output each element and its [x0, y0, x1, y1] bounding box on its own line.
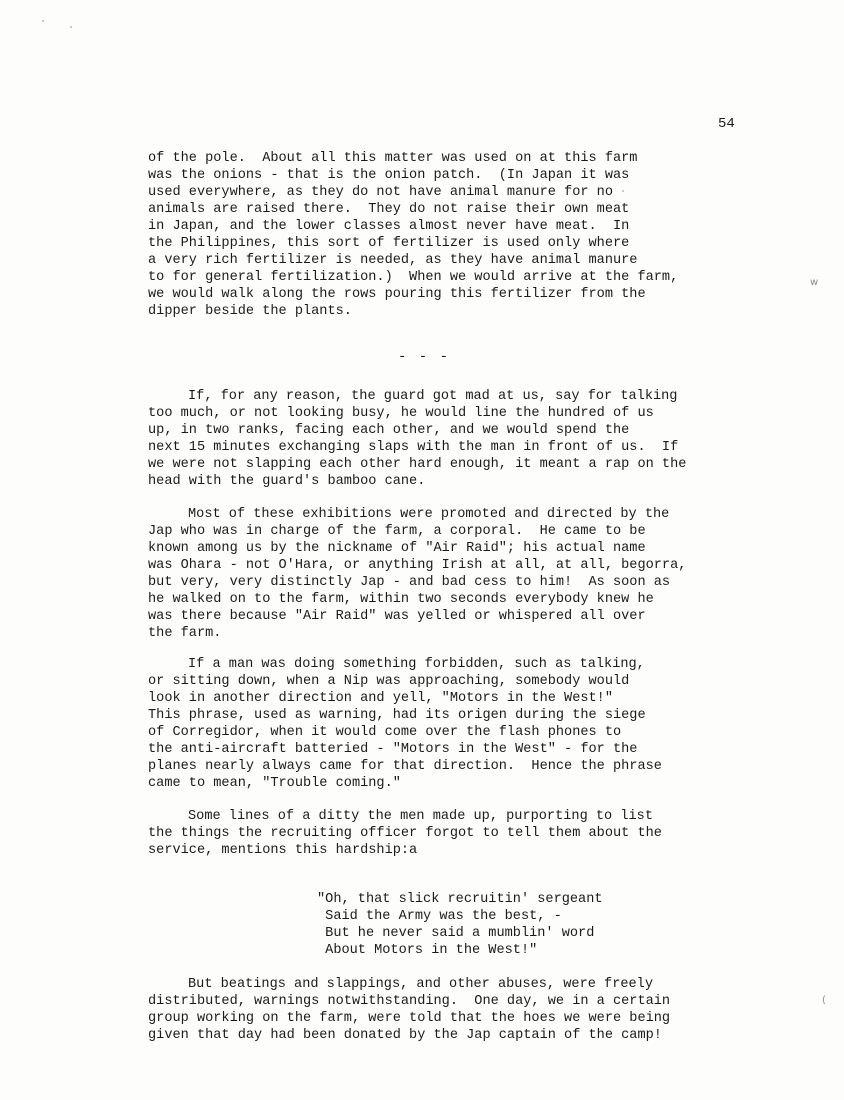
verse-line: But he never said a mumblin' word — [317, 926, 595, 941]
verse-block — [317, 891, 603, 959]
text-line: of the pole. About all this matter was used on at this farm — [148, 151, 638, 166]
text-line: But beatings and slappings, and other abuses, were freely — [188, 977, 653, 992]
text-line: Most of these exhibitions were promoted and directed by the — [188, 507, 670, 522]
text-line: was the onions - that is the onion patch. (In Japan it was — [148, 168, 630, 183]
text-line: given that day had been donated by the Jap captain of the camp! — [148, 1028, 662, 1043]
text-line: head with the guard's bamboo cane. — [148, 474, 426, 489]
verse-line: "Oh, that slick recruitin' sergeant — [317, 892, 603, 907]
text-line: we were not slapping each other hard enough, it meant a rap on the — [148, 457, 687, 472]
text-line: a very rich fertilizer is needed, as they have animal manure — [148, 253, 638, 268]
text-line: animals are raised there. They do not raise their own meat — [148, 202, 630, 217]
text-line: to for general fertilization.) When we would arrive at the farm, — [148, 270, 679, 285]
paragraph-2 — [148, 388, 838, 490]
text-line: was there because "Air Raid" was yelled or whispered all over — [148, 609, 646, 624]
scan-speck — [70, 26, 72, 28]
text-line: planes nearly always came for that direction. Hence the phrase — [148, 759, 662, 774]
text-line: used everywhere, as they do not have animal manure for no — [148, 185, 613, 200]
text-line: distributed, warnings notwithstanding. One day, we in a certain — [148, 994, 671, 1009]
text-line: of Corregidor, when it would come over the flash phones to — [148, 725, 622, 740]
text-line: the things the recruiting officer forgot to tell them about the — [148, 826, 662, 841]
paragraph-6 — [148, 976, 838, 1044]
paragraph-3 — [148, 506, 838, 642]
margin-mark-w: w — [810, 277, 819, 288]
text-line: the Philippines, this sort of fertilizer is used only where — [148, 236, 630, 251]
text-line: service, mentions this hardship:a — [148, 843, 418, 858]
text-line: too much, or not looking busy, he would line the hundred of us — [148, 406, 654, 421]
text-line: up, in two ranks, facing each other, and we would spend the — [148, 423, 630, 438]
text-line: group working on the farm, were told that the hoes we were being — [148, 1011, 671, 1026]
text-line: This phrase, used as warning, had its origen during the siege — [148, 708, 646, 723]
verse-line: About Motors in the West!" — [317, 943, 538, 958]
text-line: Jap who was in charge of the farm, a corporal. He came to be — [148, 524, 646, 539]
paragraph-4 — [148, 656, 838, 792]
text-line: If a man was doing something forbidden, such as talking, — [188, 657, 645, 672]
paragraph-1 — [148, 150, 838, 320]
paragraph-5 — [148, 808, 838, 859]
text-line: dipper beside the plants. — [148, 304, 352, 319]
scan-speck — [622, 190, 624, 192]
text-line: was Ohara - not O'Hara, or anything Irish at all, at all, begorra, — [148, 558, 687, 573]
page-number: 54 — [718, 116, 735, 132]
text-line: known among us by the nickname of "Air Raid"; his actual name — [148, 541, 646, 556]
text-line: but very, very distinctly Jap - and bad cess to him! As soon as — [148, 575, 671, 590]
text-line: Some lines of a ditty the men made up, purporting to list — [188, 809, 653, 824]
scan-speck — [42, 20, 44, 22]
text-line: next 15 minutes exchanging slaps with the man in front of us. If — [148, 440, 679, 455]
text-line: or sitting down, when a Nip was approaching, somebody would — [148, 674, 630, 689]
margin-mark-paren: ( — [822, 995, 826, 1006]
section-separator: - - - — [398, 349, 451, 365]
text-line: the farm. — [148, 626, 222, 641]
text-line: in Japan, and the lower classes almost never have meat. In — [148, 219, 630, 234]
text-line: he walked on to the farm, within two seconds everybody knew he — [148, 592, 654, 607]
text-line: If, for any reason, the guard got mad at us, say for talking — [188, 389, 678, 404]
text-line: came to mean, "Trouble coming." — [148, 776, 401, 791]
verse-line: Said the Army was the best, - — [317, 909, 562, 924]
text-line: look in another direction and yell, "Motors in the West!" — [148, 691, 613, 706]
text-line: we would walk along the rows pouring this fertilizer from the — [148, 287, 646, 302]
text-line: the anti-aircraft batteried - "Motors in the West" - for the — [148, 742, 638, 757]
